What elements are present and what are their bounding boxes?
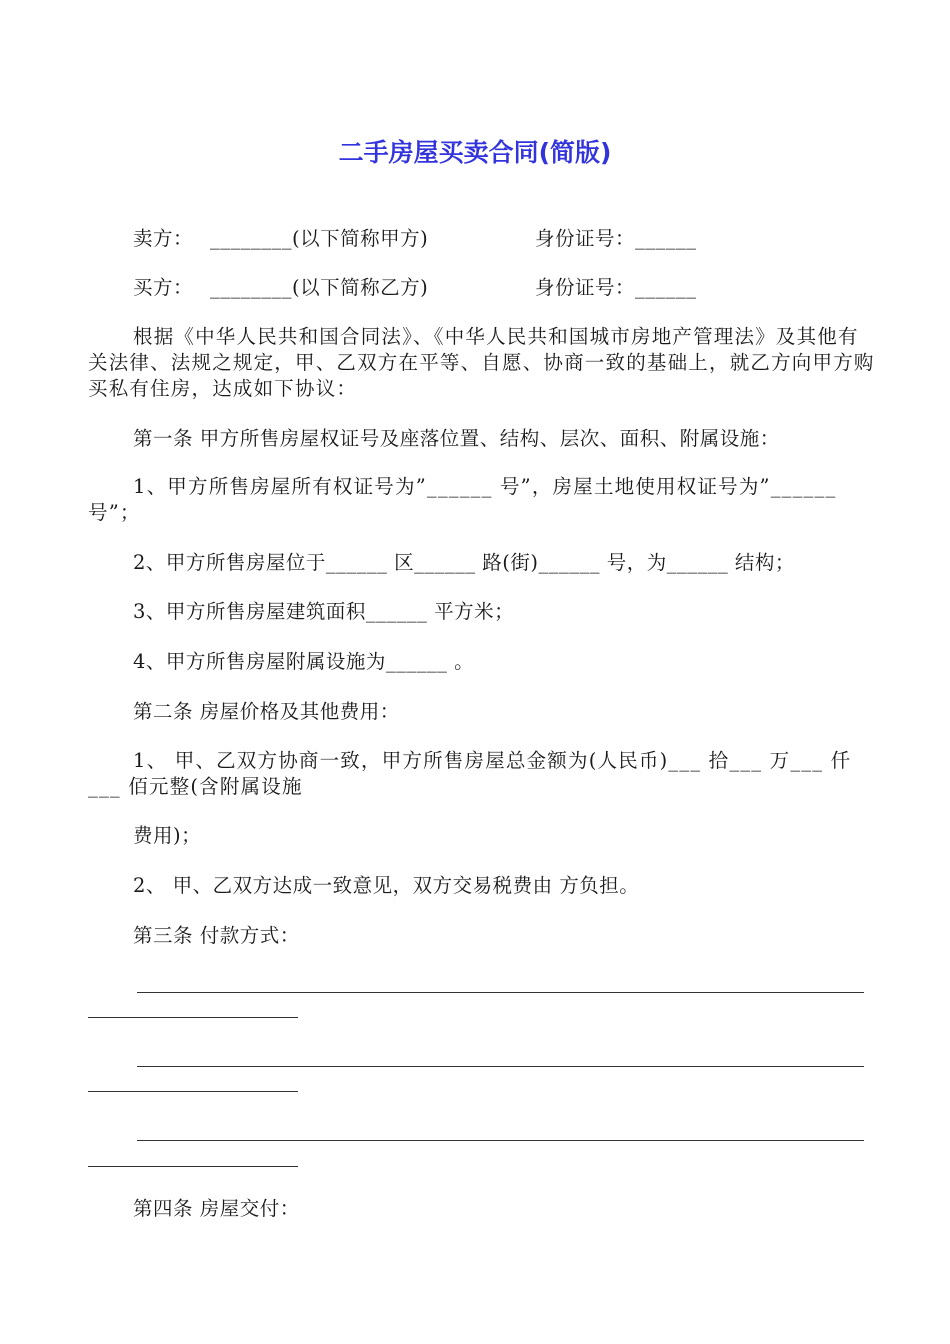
article1-item4: 4、甲方所售房屋附属设施为______ 。	[133, 650, 475, 673]
buyer-id-label: 身份证号：______	[535, 276, 697, 299]
payment-blank-line-1	[137, 992, 864, 993]
article2-item1: 1、 甲、乙双方协商一致，甲方所售房屋总金额为(人民币)___ 拾___ 万___ 仟___ 佰元整(含附属设施	[88, 749, 852, 798]
seller-id-label: 身份证号：______	[535, 227, 697, 250]
article3-heading: 第三条 付款方式：	[133, 924, 300, 947]
article4-heading: 第四条 房屋交付：	[133, 1197, 300, 1220]
payment-blank-line-3	[137, 1140, 864, 1141]
article1-heading: 第一条 甲方所售房屋权证号及座落位置、结构、层次、面积、附属设施：	[133, 427, 780, 450]
buyer-name-blank: ________(以下简称乙方)	[210, 276, 429, 299]
article2-item1-continuation: 费用)；	[133, 824, 202, 847]
article2-heading: 第二条 房屋价格及其他费用：	[133, 700, 400, 723]
article2-item2: 2、 甲、乙双方达成一致意见，双方交易税费由 方负担。	[133, 874, 640, 897]
payment-blank-line-2	[137, 1066, 864, 1067]
payment-blank-line-1-cont	[88, 1017, 298, 1018]
article1-item1: 1、甲方所售房屋所有权证号为”______ 号”，房屋土地使用权证号为”______ 号”；	[88, 475, 837, 524]
seller-label: 卖方：	[133, 227, 194, 250]
document-title: 二手房屋买卖合同(简版)	[338, 138, 612, 167]
payment-blank-line-2-cont	[88, 1091, 298, 1092]
article1-item2: 2、甲方所售房屋位于______ 区______ 路(街)______ 号，为______ 结构；	[133, 551, 795, 574]
seller-name-blank: ________(以下简称甲方)	[210, 227, 429, 250]
buyer-label: 买方：	[133, 276, 194, 299]
payment-blank-line-3-cont	[88, 1166, 298, 1167]
preamble-paragraph: 根据《中华人民共和国合同法》、《中华人民共和国城市房地产管理法》及其他有关法律、法规之规定，甲、乙双方在平等、自愿、协商一致的基础上，就乙方向甲方购买私有住房，达成如下协议：	[88, 325, 875, 400]
article1-item3: 3、甲方所售房屋建筑面积______ 平方米；	[133, 600, 515, 623]
